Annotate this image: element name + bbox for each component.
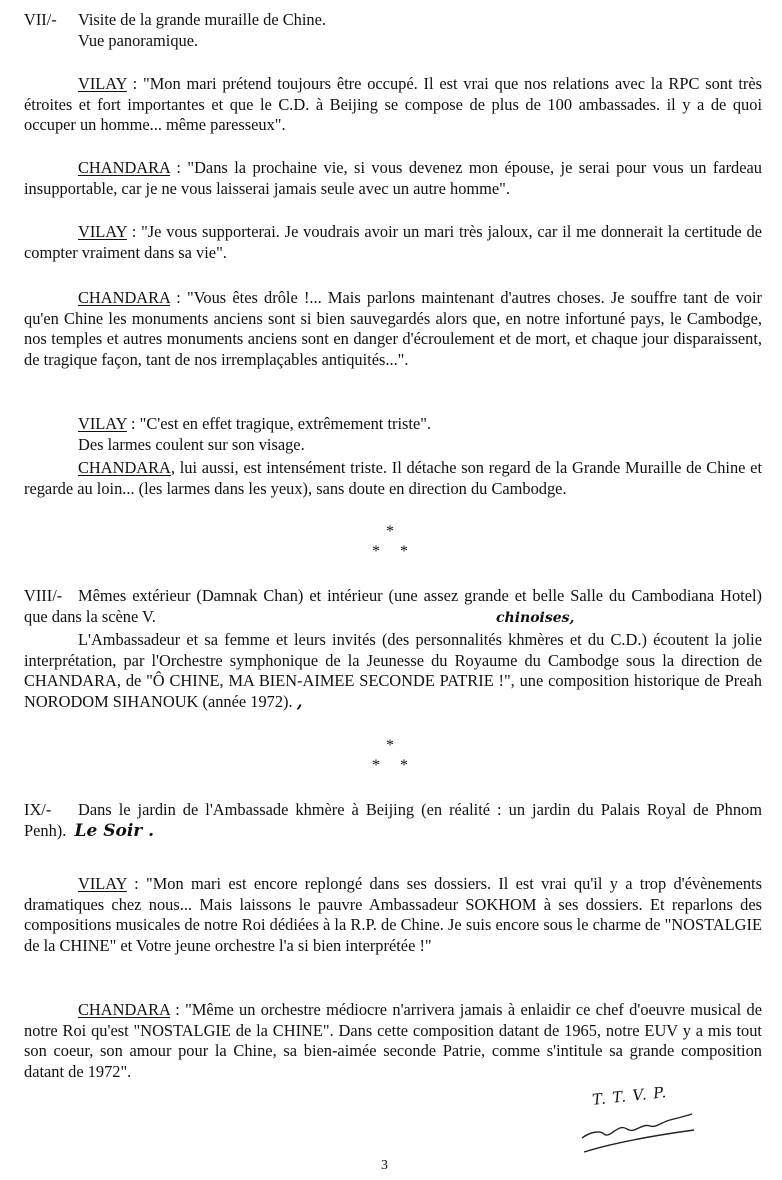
dialogue-paragraph: [24, 158, 762, 199]
handwritten-insert: chinoises,: [496, 610, 575, 626]
speaker-name: CHANDARA: [78, 1000, 170, 1019]
speaker-name: VILAY: [78, 414, 127, 433]
separator-star: *: [386, 523, 394, 540]
dialogue-text: : "C'est en effet tragique, extrêmement triste".: [126, 414, 432, 433]
handwritten-note: Le Soir .: [74, 820, 155, 841]
dialogue-paragraph: [24, 1000, 762, 1082]
dialogue-text: : "Mon mari est encore replongé dans ses dossiers. Il est vrai qu'il y a trop d'évènements dramatiques chez nous... Mais laissons le pauvre Ambassadeur SOKHOM à ses dossiers. Et reparlons des compositions musicales de notre Roi dédiées à la R.P. de Chine. Je suis encore sous le charme de "NOSTALGIE de la CHINE" et Votre jeune orchestre l'a si bien interprétée !": [24, 874, 762, 955]
scene-separator: [360, 522, 420, 562]
narration-text: L'Ambassadeur et sa femme et leurs invités (des personnalités: [78, 630, 509, 649]
dialogue-text: : "Dans la prochaine vie, si vous devenez mon épouse, je serai pour vous un fardeau insupportable, car je ne vous laisserai jamais seule avec un autre homme".: [24, 158, 762, 198]
speaker-name: CHANDARA: [78, 158, 170, 177]
dialogue-text: , lui aussi, est intensément triste. Il détache son regard de la Grande Muraille de Chine et regarde au loin... (les larmes dans les yeux), sans doute en direction du Cambodge.: [24, 458, 762, 498]
speaker-name: CHANDARA: [78, 288, 170, 307]
dialogue-paragraph: [24, 222, 762, 263]
dialogue-text: : "Même un orchestre médiocre n'arrivera jamais à enlaidir ce chef d'oeuvre musical de notre Roi qu'est "NOSTALGIE de la CHINE". Dans cette composition datant de 1965, notre EUV y a mis tout son coeur, son amour pour la Chine, sa bien-aimée seconde Patrie, comme s'intitule sa grande composition datant de 1972".: [24, 1000, 762, 1081]
dialogue-text: : "Mon mari prétend toujours être occupé. Il est vrai que nos relations avec la RPC sont très étroites et fort importantes et que le C.D. à Beijing se compose de plus de 100 ambassades. il y a de quoi occuper un homme... même paresseux".: [24, 74, 762, 135]
dialogue-paragraph: [24, 414, 762, 455]
narration-paragraph: [24, 630, 762, 712]
handwritten-mark: ,: [296, 691, 303, 711]
separator-star: *: [400, 543, 408, 560]
signature: [570, 1100, 700, 1158]
scene-number: IX/-: [24, 800, 52, 819]
scene-7-heading: [24, 10, 762, 51]
scene-8-heading: [24, 586, 762, 627]
stage-direction: Des larmes coulent sur son visage.: [78, 434, 305, 454]
page-number: 3: [381, 1158, 388, 1173]
separator-star: *: [400, 757, 408, 774]
scene-9-heading: [24, 800, 762, 841]
scene-heading-text: Mêmes extérieur (Damnak Chan) et intérieur (une assez grande et belle Salle du Cambodiana Hotel) que dans la scène V.: [24, 586, 762, 626]
scene-number: VII/-: [24, 10, 57, 29]
dialogue-paragraph: [24, 288, 762, 370]
scene-number: VIII/-: [24, 586, 63, 605]
dialogue-paragraph: [24, 874, 762, 956]
dialogue-text: : "Vous êtes drôle !... Mais parlons maintenant d'autres choses. Je souffre tant de voir qu'en Chine les monuments anciens sont si bien sauvegardés alors que, en notre infortuné pays, le Cambodge, nos temples et autres monuments anciens sont en danger d'écroulement et de mort, et chaque jour disparaissent, de tragique façon, tant de nos irremplaçables antiquités...".: [24, 288, 762, 369]
scene-heading-text: Dans le jardin de l'Ambassade khmère à Beijing (en réalité : un jardin du Palais Royal de Phnom Penh).: [24, 800, 762, 840]
scene-separator: [360, 736, 420, 776]
narration-text: khmères et du C.D.) écoutent la jolie interprétation, par l'Orchestre symphonique de la Jeunesse du Royaume du Cambodge sous la direction de CHANDARA, de "Ô CHINE, MA BIEN-AIMEE SECONDE PATRIE !", une composition historique de Preah NORODOM SIHANOUK (année 1972).: [24, 630, 763, 711]
separator-star: *: [386, 737, 394, 754]
speaker-name: VILAY: [78, 74, 127, 93]
dialogue-paragraph: [24, 458, 762, 499]
separator-star: *: [372, 543, 380, 560]
scene-heading-text: Visite de la grande muraille de Chine.: [78, 10, 326, 29]
dialogue-paragraph: [24, 74, 762, 136]
signature-initials: T. T. V. P.: [591, 1083, 668, 1109]
speaker-name: CHANDARA: [78, 458, 171, 477]
speaker-name: VILAY: [78, 874, 127, 893]
separator-star: *: [372, 757, 380, 774]
dialogue-text: : "Je vous supporterai. Je voudrais avoir un mari très jaloux, car il me donnerait la certitude de compter vraiment dans sa vie".: [24, 222, 762, 262]
scene-heading-subline: Vue panoramique.: [78, 30, 199, 50]
speaker-name: VILAY: [78, 222, 127, 241]
